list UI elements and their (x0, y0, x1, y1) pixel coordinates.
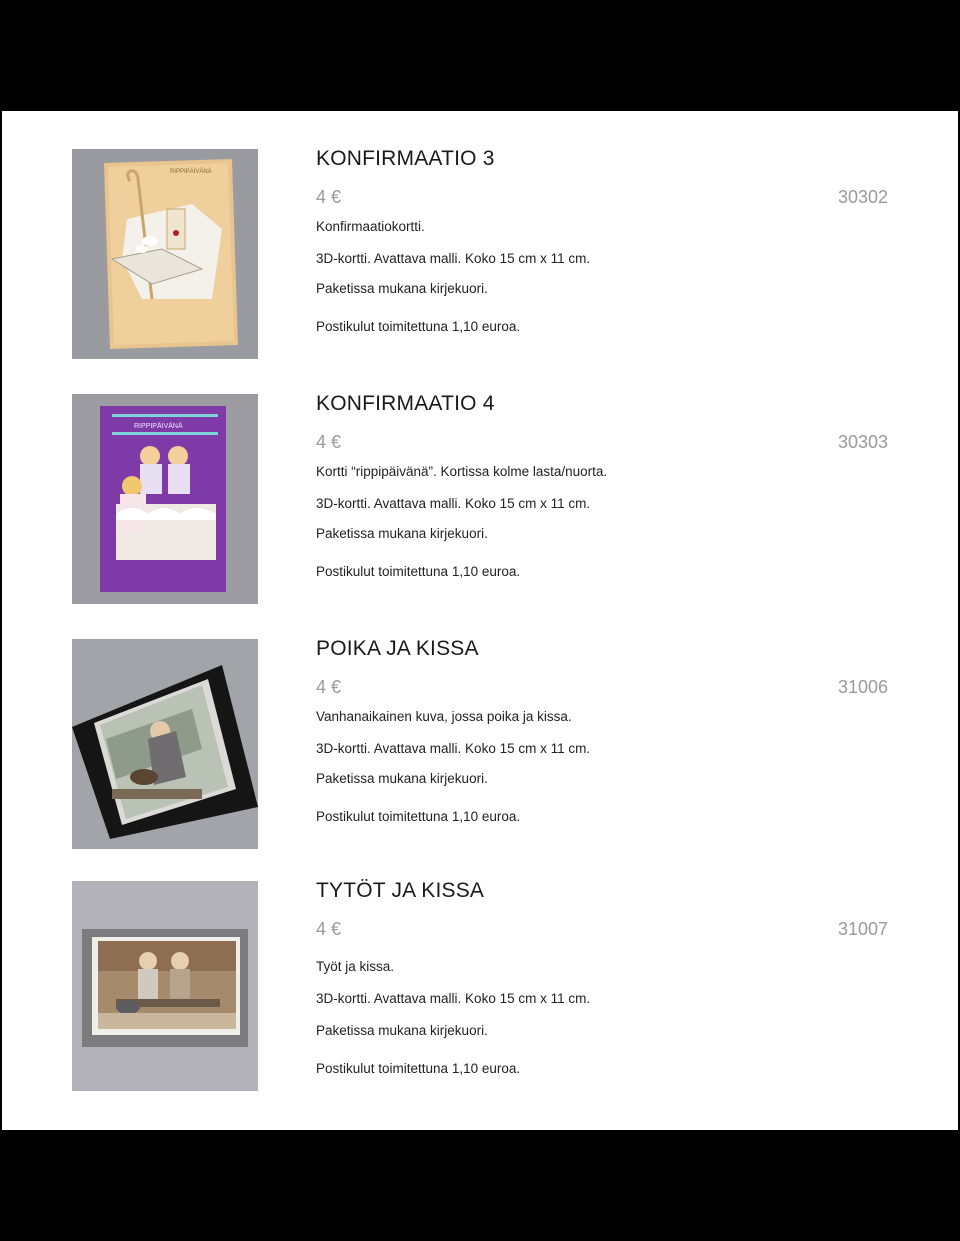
product-code: 31006 (837, 677, 888, 697)
product-description: Kortti “rippipäivänä”. Kortissa kolme lasta/nuorta. (316, 464, 608, 479)
card-inscription: RIPPIPÄIVÄNÄ (170, 169, 212, 175)
product-envelope-note: Paketissa mukana kirjekuori. (316, 1023, 488, 1038)
card-inscription: RIPPIPÄIVÄNÄ (134, 423, 183, 430)
product-title: KONFIRMAATIO 4 (316, 392, 495, 415)
product-code: 30303 (837, 432, 888, 452)
product-price: 4 € (316, 919, 342, 939)
product-description: Vanhanaikainen kuva, jossa poika ja kissa. (316, 709, 572, 724)
confirmation-card-photo (72, 149, 258, 359)
product-photo (72, 881, 258, 1091)
product-title: KONFIRMAATIO 3 (316, 147, 495, 170)
product-envelope-note: Paketissa mukana kirjekuori. (316, 771, 488, 786)
product-photo (72, 394, 258, 604)
product-description: Työt ja kissa. (316, 959, 395, 974)
product-envelope-note: Paketissa mukana kirjekuori. (316, 281, 488, 296)
product-code: 30302 (837, 187, 888, 207)
girls-and-cat-card-photo (72, 881, 258, 1091)
product-details: 3D-kortti. Avattava malli. Koko 15 cm x 11 cm. (316, 741, 591, 756)
product-price: 4 € (316, 432, 342, 452)
product-details: 3D-kortti. Avattava malli. Koko 15 cm x 11 cm. (316, 991, 591, 1006)
product-code: 31007 (837, 919, 888, 939)
product-envelope-note: Paketissa mukana kirjekuori. (316, 526, 488, 541)
product-postage-note: Postikulut toimitettuna 1,10 euroa. (316, 564, 521, 579)
catalog-page (2, 111, 958, 1130)
purple-card-photo (72, 394, 258, 604)
product-details: 3D-kortti. Avattava malli. Koko 15 cm x 11 cm. (316, 496, 591, 511)
product-photo (72, 639, 258, 849)
product-title: TYTÖT JA KISSA (316, 879, 485, 902)
product-price: 4 € (316, 677, 342, 697)
product-postage-note: Postikulut toimitettuna 1,10 euroa. (316, 809, 521, 824)
product-details: 3D-kortti. Avattava malli. Koko 15 cm x 11 cm. (316, 251, 591, 266)
product-title: POIKA JA KISSA (316, 637, 479, 660)
product-photo (72, 149, 258, 359)
product-postage-note: Postikulut toimitettuna 1,10 euroa. (316, 319, 521, 334)
product-price: 4 € (316, 187, 342, 207)
boy-and-cat-card-photo (72, 639, 258, 849)
product-postage-note: Postikulut toimitettuna 1,10 euroa. (316, 1061, 521, 1076)
product-description: Konfirmaatiokortti. (316, 219, 425, 234)
